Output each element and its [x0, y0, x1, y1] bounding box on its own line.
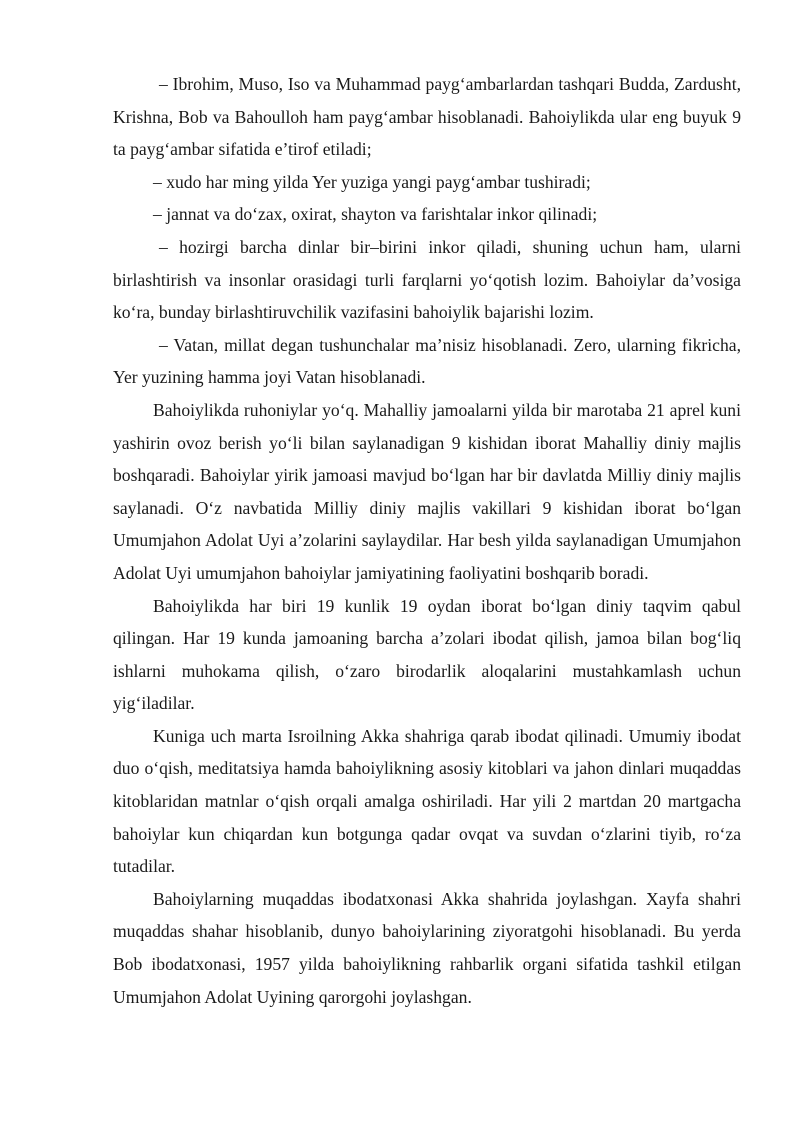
bullet-new-prophet-paragraph: – xudo har ming yilda Yer yuziga yangi payg‘ambar tushiradi;: [153, 171, 591, 192]
prayer-paragraph: Kuniga uch marta Isroilning Akka shahriga qarab ibodat qilinadi. Umumiy ibodat duo o‘qish, meditatsiya hamda bahoiylikning asosiy kitoblari va jahon dinlari muqaddas kitoblaridan matnlar o‘qish orqali amalga oshiriladi. Har yili 2 martdan 20 martgacha bahoiylar kun chiqardan kun botgunga qadar ovqat va suvdan o‘zlarini tiyib, ro‘za tutadilar.: [113, 725, 741, 877]
calendar-paragraph: Bahoiylikda har biri 19 kunlik 19 oydan iborat bo‘lgan diniy taqvim qabul qilingan. Har 19 kunda jamoaning barcha a’zolari ibodat qilish, jamoa bilan bog‘liq ishlarni muhokama qilish, o‘zaro birodarlik aloqalarini mustahkamlash uchun yig‘iladilar.: [113, 595, 741, 714]
bullet-homeland-paragraph: – Vatan, millat degan tushunchalar ma’nisiz hisoblanadi. Zero, ularning fikricha, Yer yuzining hamma joyi Vatan hisoblanadi.: [113, 334, 741, 388]
bullet-heaven-hell-paragraph: – jannat va do‘zax, oxirat, shayton va farishtalar inkor qilinadi;: [153, 204, 598, 225]
document-body: [113, 68, 741, 1013]
bullet-religions-unity-paragraph: – hozirgi barcha dinlar bir–birini inkor qiladi, shuning uchun ham, ularni birlashtirish va insonlar orasidagi turli farqlarni yo‘qotish lozim. Bahoiylar da’vosiga ko‘ra, bunday birlashtiruvchilik vazifasini bahoiylik bajarishi lozim.: [113, 236, 741, 323]
temple-paragraph: Bahoiylarning muqaddas ibodatxonasi Akka shahrida joylashgan. Xayfa shahri muqaddas shahar hisoblanib, dunyo bahoiylarining ziyoratgohi hisoblanadi. Bu yerda Bob ibodatxonasi, 1957 yilda bahoiylikning rahbarlik organi sifatida tashkil etilgan Umumjahon Adolat Uyining qarorgohi joylashgan.: [113, 888, 741, 1007]
clergy-paragraph: Bahoiylikda ruhoniylar yo‘q. Mahalliy jamoalarni yilda bir marotaba 21 aprel kuni yashirin ovoz berish yo‘li bilan saylanadigan 9 kishidan iborat Mahalliy diniy majlis boshqaradi. Bahoiylar yirik jamoasi mavjud bo‘lgan har bir davlatda Milliy diniy majlis saylanadi. O‘z navbatida Milliy diniy majlis vakillari 9 kishidan iborat bo‘lgan Umumjahon Adolat Uyi a’zolarini saylaydilar. Har besh yilda saylanadigan Umumjahon Adolat Uyi umumjahon bahoiylar jamiyatining faoliyatini boshqarib boradi.: [113, 399, 741, 583]
bullet-prophets-paragraph: – Ibrohim, Muso, Iso va Muhammad payg‘ambarlardan tashqari Budda, Zardusht, Krishna, Bob va Bahoulloh ham payg‘ambar hisoblanadi. Bahoiylikda ular eng buyuk 9 ta payg‘ambar sifatida e’tirof etiladi;: [113, 74, 741, 160]
